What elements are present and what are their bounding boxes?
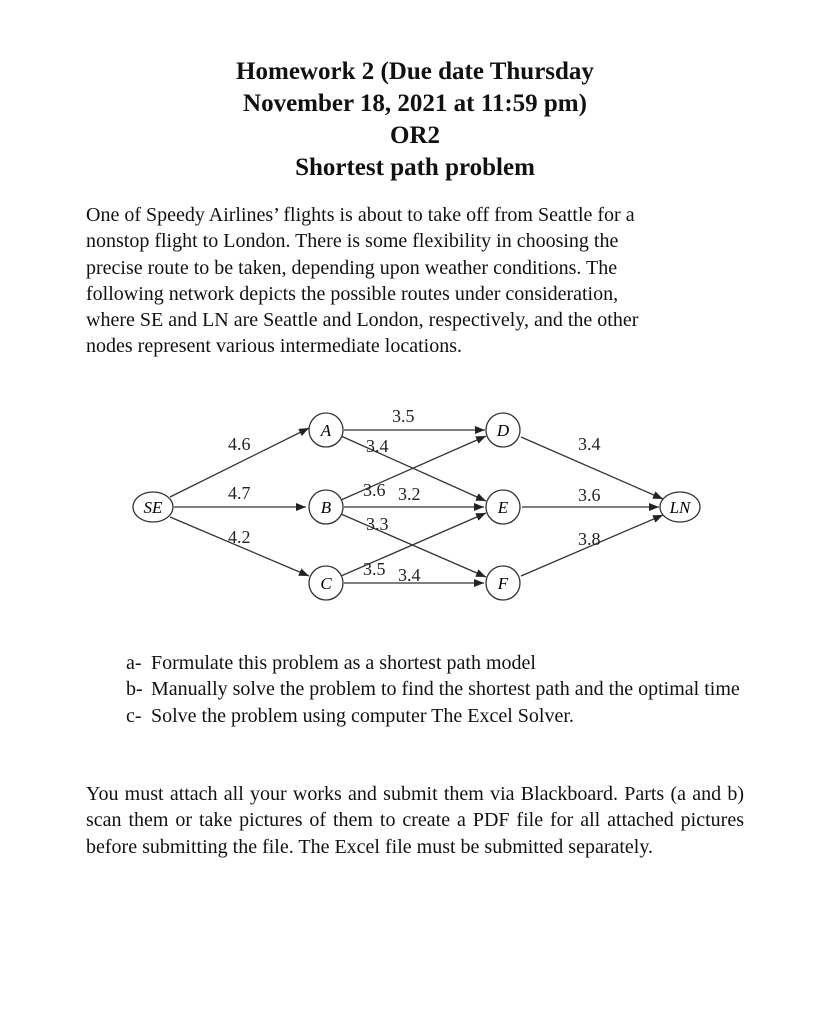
task-text: Manually solve the problem to find the shortest path and the optimal time (151, 678, 740, 701)
edge-label-se-c: 4.2 (228, 527, 251, 547)
edge-label-f-ln: 3.8 (578, 529, 601, 549)
edge-label-a-e: 3.4 (366, 436, 389, 456)
title-line: Shortest path problem (295, 154, 535, 181)
task-item (126, 650, 766, 676)
task-list (126, 650, 766, 729)
edge-label-e-ln: 3.6 (578, 485, 601, 505)
statement-line: precise route to be taken, depending upon weather conditions. The (86, 256, 618, 279)
node-e (486, 490, 520, 524)
node-label-se: SE (143, 498, 163, 517)
node-d (486, 413, 520, 447)
edge-label-a-d: 3.5 (392, 406, 415, 426)
node-label-f: F (497, 574, 509, 593)
edge-label-b-f: 3.3 (366, 514, 389, 534)
task-item (126, 676, 766, 702)
task-marker: b- (126, 678, 143, 701)
edge-label-d-ln: 3.4 (578, 434, 601, 454)
node-label-a: A (320, 421, 332, 440)
node-a (309, 413, 343, 447)
statement-line: following network depicts the possible routes under consideration, (86, 282, 619, 305)
node-label-c: C (320, 574, 332, 593)
statement-line: nonstop flight to London. There is some flexibility in choosing the (86, 230, 619, 253)
edge-label-c-f: 3.4 (398, 565, 421, 585)
homework-title (0, 56, 815, 184)
task-text: Solve the problem using computer The Excel Solver. (151, 704, 574, 727)
edge-label-b-e: 3.2 (398, 484, 421, 504)
route-network-diagram (0, 395, 815, 615)
node-ln (660, 492, 700, 522)
node-label-b: B (320, 498, 332, 517)
edge-label-c-e: 3.5 (363, 559, 386, 579)
statement-line: where SE and LN are Seattle and London, respectively, and the other (86, 309, 639, 332)
node-f (486, 566, 520, 600)
title-line: November 18, 2021 at 11:59 pm) (243, 90, 587, 117)
submission-instructions: You must attach all your works and submit them via Blackboard. Parts (a and b) scan them or take pictures of them to create a PDF file for all attached pictures before submitting the file. The Excel file must be submitted separately. (86, 783, 744, 858)
task-text: Formulate this problem as a shortest path model (151, 652, 536, 674)
edge-label-se-a: 4.6 (228, 434, 251, 454)
task-item (126, 703, 766, 729)
edge-label-se-b: 4.7 (228, 483, 251, 503)
title-line: Homework 2 (Due date Thursday (236, 58, 594, 85)
node-se (133, 492, 173, 522)
node-label-e: E (497, 498, 509, 517)
node-c (309, 566, 343, 600)
node-label-ln: LN (669, 498, 691, 517)
edge-label-b-d: 3.6 (363, 480, 386, 500)
task-marker: c- (126, 704, 142, 727)
node-b (309, 490, 343, 524)
task-marker: a- (126, 652, 142, 674)
statement-line: nodes represent various intermediate locations. (86, 335, 462, 358)
problem-statement (86, 202, 746, 360)
title-line: OR2 (390, 122, 440, 149)
statement-line: One of Speedy Airlines’ flights is about to take off from Seattle for a (86, 204, 635, 226)
node-label-d: D (496, 421, 510, 440)
